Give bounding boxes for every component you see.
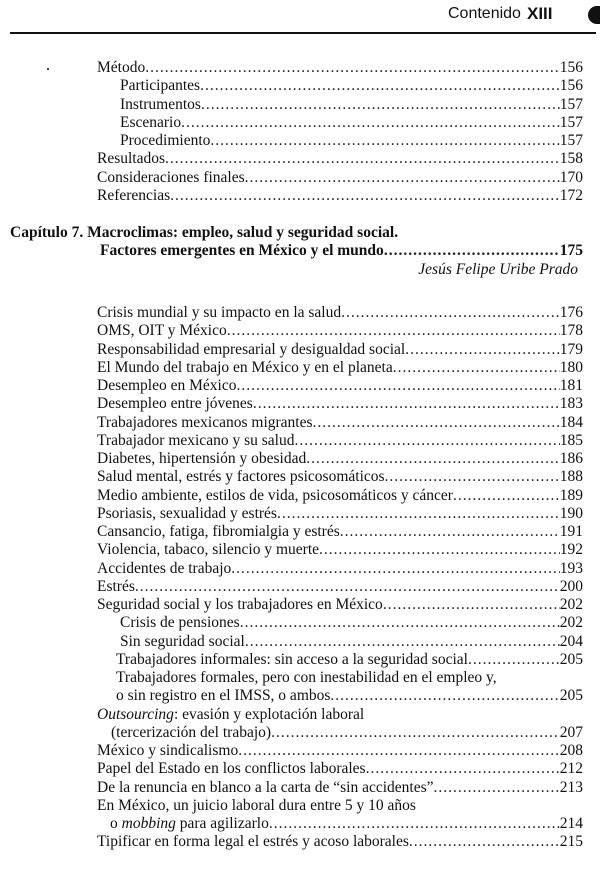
toc-entry-page: 179 <box>559 340 583 358</box>
toc-entry-page: 156 <box>559 77 583 95</box>
toc-entry-title <box>120 77 200 95</box>
toc-entry-page: 181 <box>559 377 583 394</box>
dot-leader <box>245 633 560 651</box>
dot-leader <box>227 322 560 340</box>
title-segment: Resultados <box>97 150 166 168</box>
toc-entry-page: 213 <box>559 778 583 796</box>
toc-entry-page: 212 <box>559 760 583 778</box>
dot-leader <box>271 724 560 742</box>
chapter-subtitle-text: Factores emergentes en México y el mundo <box>100 242 384 260</box>
dot-leader <box>236 377 559 395</box>
toc-entry-page: 207 <box>559 723 583 741</box>
title-segment: En México, un juicio laboral dura entre 5 y 10 años <box>97 796 416 814</box>
toc-entry <box>0 687 600 705</box>
toc-entry-title <box>97 560 231 578</box>
toc-entry <box>0 341 600 359</box>
toc-entry-title <box>97 833 409 851</box>
toc-entry-page: 202 <box>559 596 583 613</box>
toc-entry <box>0 560 600 578</box>
italic-term: Outsourcing <box>97 705 174 723</box>
chapter-title-line2 <box>0 242 600 260</box>
toc-entry <box>0 59 600 77</box>
dot-leader <box>384 242 560 260</box>
toc-entry-title <box>97 779 434 797</box>
dot-leader <box>434 779 560 797</box>
title-segment: Medio ambiente, estilos de vida, psicosomáticos y cáncer <box>97 486 453 504</box>
toc-entry <box>0 450 600 468</box>
toc-entry <box>0 414 600 432</box>
title-segment: De la renuncia en blanco a la carta de “sin accidentes” <box>97 778 434 796</box>
toc-entry-page: 157 <box>559 95 583 113</box>
toc-entry <box>0 377 600 395</box>
toc-entry <box>0 633 600 651</box>
dot-leader <box>240 614 560 632</box>
toc-entry-title <box>116 651 468 669</box>
toc-entry-title <box>110 815 269 833</box>
toc-entry-page: 157 <box>559 113 583 131</box>
toc-entry-page: 180 <box>559 358 583 376</box>
title-segment: Procedimiento <box>120 132 211 149</box>
title-segment: Escenario <box>120 113 182 131</box>
title-segment: o <box>110 815 122 832</box>
toc-entry-title <box>97 414 313 432</box>
dot-leader <box>170 187 560 205</box>
toc-entry <box>0 779 600 797</box>
toc-entry-title <box>97 706 364 724</box>
toc-entry-title <box>120 114 181 132</box>
toc-entry <box>0 169 600 187</box>
toc-entry-title <box>116 687 330 705</box>
title-segment: Violencia, tabaco, silencio y muerte <box>97 541 320 559</box>
toc-entry-title <box>97 596 383 614</box>
dot-leader <box>453 487 560 505</box>
chapter-page: 175 <box>559 242 583 260</box>
dot-leader <box>294 432 559 450</box>
toc-entry-page: 204 <box>559 632 583 650</box>
toc-entry-title <box>97 169 245 187</box>
toc-entry <box>0 651 600 669</box>
toc-entry <box>0 833 600 851</box>
header-rule <box>10 32 596 34</box>
title-segment: Trabajadores mexicanos migrantes <box>97 413 313 431</box>
toc-entry-page: 188 <box>559 468 583 486</box>
toc-entry-page: 193 <box>559 559 583 577</box>
dot-leader <box>341 304 560 322</box>
title-segment: El Mundo del trabajo en México y en el planeta <box>97 358 393 376</box>
toc-entry-page: 205 <box>559 650 583 668</box>
title-segment: Diabetes, hipertensión y obesidad <box>97 450 307 467</box>
toc-entry <box>0 706 600 724</box>
title-segment: Participantes <box>120 77 201 95</box>
italic-term: mobbing <box>121 815 176 832</box>
toc-entry <box>0 114 600 132</box>
dot-leader <box>201 96 560 114</box>
title-segment: (tercerización del trabajo) <box>111 723 272 741</box>
toc-entry-title <box>97 187 170 205</box>
toc-entry <box>0 77 600 95</box>
toc-entry-title <box>97 487 453 505</box>
thumb-tab-marker <box>588 6 600 24</box>
title-segment: Salud mental, estrés y factores psicosomáticos <box>97 468 385 486</box>
dot-leader <box>409 833 560 851</box>
toc-entry <box>0 96 600 114</box>
toc-entry-title <box>120 96 201 114</box>
chapter-entries <box>0 304 600 852</box>
chapter-heading <box>0 224 600 261</box>
toc-entry <box>0 614 600 632</box>
toc-entry-title <box>97 797 416 815</box>
toc-entry-page: 184 <box>559 413 583 431</box>
toc-entry-page: 200 <box>559 577 583 595</box>
toc-entry <box>0 468 600 486</box>
chapter-author: Jesús Felipe Uribe Prado <box>418 261 578 278</box>
title-segment: Tipificar en forma legal el estrés y acoso laborales <box>97 833 409 851</box>
dot-leader <box>145 59 560 77</box>
toc-entry <box>0 132 600 150</box>
dot-leader <box>330 687 559 705</box>
toc-entry-page: 202 <box>559 614 583 632</box>
title-segment: Estrés <box>97 577 135 595</box>
toc-entry-page: 158 <box>559 150 583 168</box>
toc-entry <box>0 304 600 322</box>
title-segment: Seguridad social y los trabajadores en México <box>97 596 383 613</box>
toc-entry-page: 170 <box>559 168 583 186</box>
dot-leader <box>366 760 560 778</box>
toc-entry <box>0 541 600 559</box>
toc-entry-title <box>120 132 210 150</box>
toc-entry-title <box>97 304 341 322</box>
toc-entry <box>0 760 600 778</box>
toc-entry-title <box>97 578 135 596</box>
running-header-title: Contenido <box>448 5 521 22</box>
title-segment: Trabajadores formales, pero con inestabilidad en el empleo y, <box>116 669 497 686</box>
toc-entry-page: 156 <box>559 59 583 76</box>
title-segment: o sin registro en el IMSS, o ambos <box>116 687 331 705</box>
toc-entry-title <box>97 150 165 168</box>
toc-entry <box>0 578 600 596</box>
toc-entry-page: 183 <box>559 395 583 413</box>
title-segment: Sin seguridad social <box>120 632 245 650</box>
toc-entry-page: 157 <box>559 132 583 149</box>
toc-entry-page: 176 <box>559 304 583 321</box>
dot-leader <box>181 114 560 132</box>
toc-entry-title <box>97 450 306 468</box>
toc-entry <box>0 150 600 168</box>
toc-entry <box>0 359 600 377</box>
toc-entry-page: 189 <box>559 486 583 504</box>
toc-entry <box>0 505 600 523</box>
title-segment: Responsabilidad empresarial y desigualdad social <box>97 340 406 358</box>
toc-entry <box>0 724 600 742</box>
title-segment: Consideraciones finales <box>97 168 245 186</box>
toc-entry-page: 215 <box>559 833 583 851</box>
dot-leader <box>340 523 560 541</box>
toc-entry-title <box>97 523 340 541</box>
dot-leader <box>313 414 560 432</box>
title-segment: Psoriasis, sexualidad y estrés <box>97 504 277 522</box>
dot-leader <box>385 468 560 486</box>
toc-entry-page: 178 <box>559 322 583 340</box>
dot-leader <box>319 541 560 559</box>
toc-entry-title <box>120 633 245 651</box>
dot-leader <box>231 560 559 578</box>
title-segment: México y sindicalismo <box>97 742 239 759</box>
toc-entry <box>0 797 600 815</box>
dot-leader <box>383 596 560 614</box>
title-segment: Desempleo en México <box>97 377 237 394</box>
title-segment: Accidentes de trabajo <box>97 559 232 577</box>
dot-leader <box>165 150 560 168</box>
toc-entry-title <box>97 432 294 450</box>
chapter-title-text: Capítulo 7. Macroclimas: empleo, salud y seguridad social. <box>10 224 399 241</box>
toc-entry-page: 205 <box>559 687 583 705</box>
toc-entry <box>0 815 600 833</box>
toc-entry <box>0 669 600 687</box>
toc-entry-title <box>120 614 240 632</box>
toc-entry-title <box>97 359 393 377</box>
dot-leader <box>135 578 560 596</box>
toc-entry <box>0 596 600 614</box>
toc-entry <box>0 487 600 505</box>
toc-entry-page: 172 <box>559 186 583 204</box>
dot-leader <box>269 815 560 833</box>
toc-entry-title <box>97 742 238 760</box>
title-segment: : evasión y explotación laboral <box>173 705 365 723</box>
toc-entry <box>0 432 600 450</box>
dot-leader <box>393 359 560 377</box>
section-entries <box>0 59 600 205</box>
toc-entry-page: 191 <box>559 523 583 540</box>
toc-entry-page: 190 <box>559 504 583 522</box>
toc-entry <box>0 523 600 541</box>
toc-entry-title <box>97 541 319 559</box>
title-segment: Trabajadores informales: sin acceso a la seguridad social <box>116 650 468 668</box>
dot-leader <box>238 742 560 760</box>
title-segment: Papel del Estado en los conflictos laborales <box>97 760 366 778</box>
title-segment: Método <box>97 59 146 76</box>
title-segment: Crisis mundial y su impacto en la salud <box>97 304 342 321</box>
toc-entry-page: 214 <box>559 815 583 832</box>
toc-entry-title <box>116 669 497 687</box>
dot-leader <box>253 395 560 413</box>
title-segment: para agilizarlo <box>175 815 269 832</box>
toc-entry-title <box>97 59 145 77</box>
dot-leader <box>210 132 559 150</box>
toc-entry <box>0 742 600 760</box>
toc-entry-title <box>97 377 236 395</box>
toc-entry-title <box>97 505 277 523</box>
dot-leader <box>306 450 560 468</box>
toc-entry-page: 185 <box>559 431 583 449</box>
dot-leader <box>245 169 560 187</box>
toc-entry-page: 192 <box>559 541 583 559</box>
dot-leader <box>200 77 560 95</box>
toc-entry-title <box>97 322 227 340</box>
title-segment: Trabajador mexicano y su salud <box>97 431 295 449</box>
toc-entry <box>0 395 600 413</box>
toc-entry-title <box>97 395 253 413</box>
toc-entry <box>0 187 600 205</box>
toc-entry <box>0 322 600 340</box>
dot-leader <box>468 651 560 669</box>
page-number: XIII <box>527 4 553 23</box>
toc-entry-title <box>97 468 385 486</box>
title-segment: Referencias <box>97 186 171 204</box>
title-segment: Instrumentos <box>120 95 201 113</box>
toc-entry-title <box>97 341 405 359</box>
toc-entry-title <box>111 724 271 742</box>
title-segment: Crisis de pensiones <box>120 614 240 632</box>
title-segment: OMS, OIT y México <box>97 322 227 340</box>
chapter-title-line1 <box>0 224 600 242</box>
toc-entry-title <box>97 760 366 778</box>
title-segment: Desempleo entre jóvenes <box>97 395 253 413</box>
title-segment: Cansancio, fatiga, fibromialgia y estrés <box>97 523 340 540</box>
toc-entry-page: 208 <box>559 742 583 759</box>
dot-leader <box>405 341 560 359</box>
dot-leader <box>277 505 560 523</box>
toc-entry-page: 186 <box>559 450 583 467</box>
